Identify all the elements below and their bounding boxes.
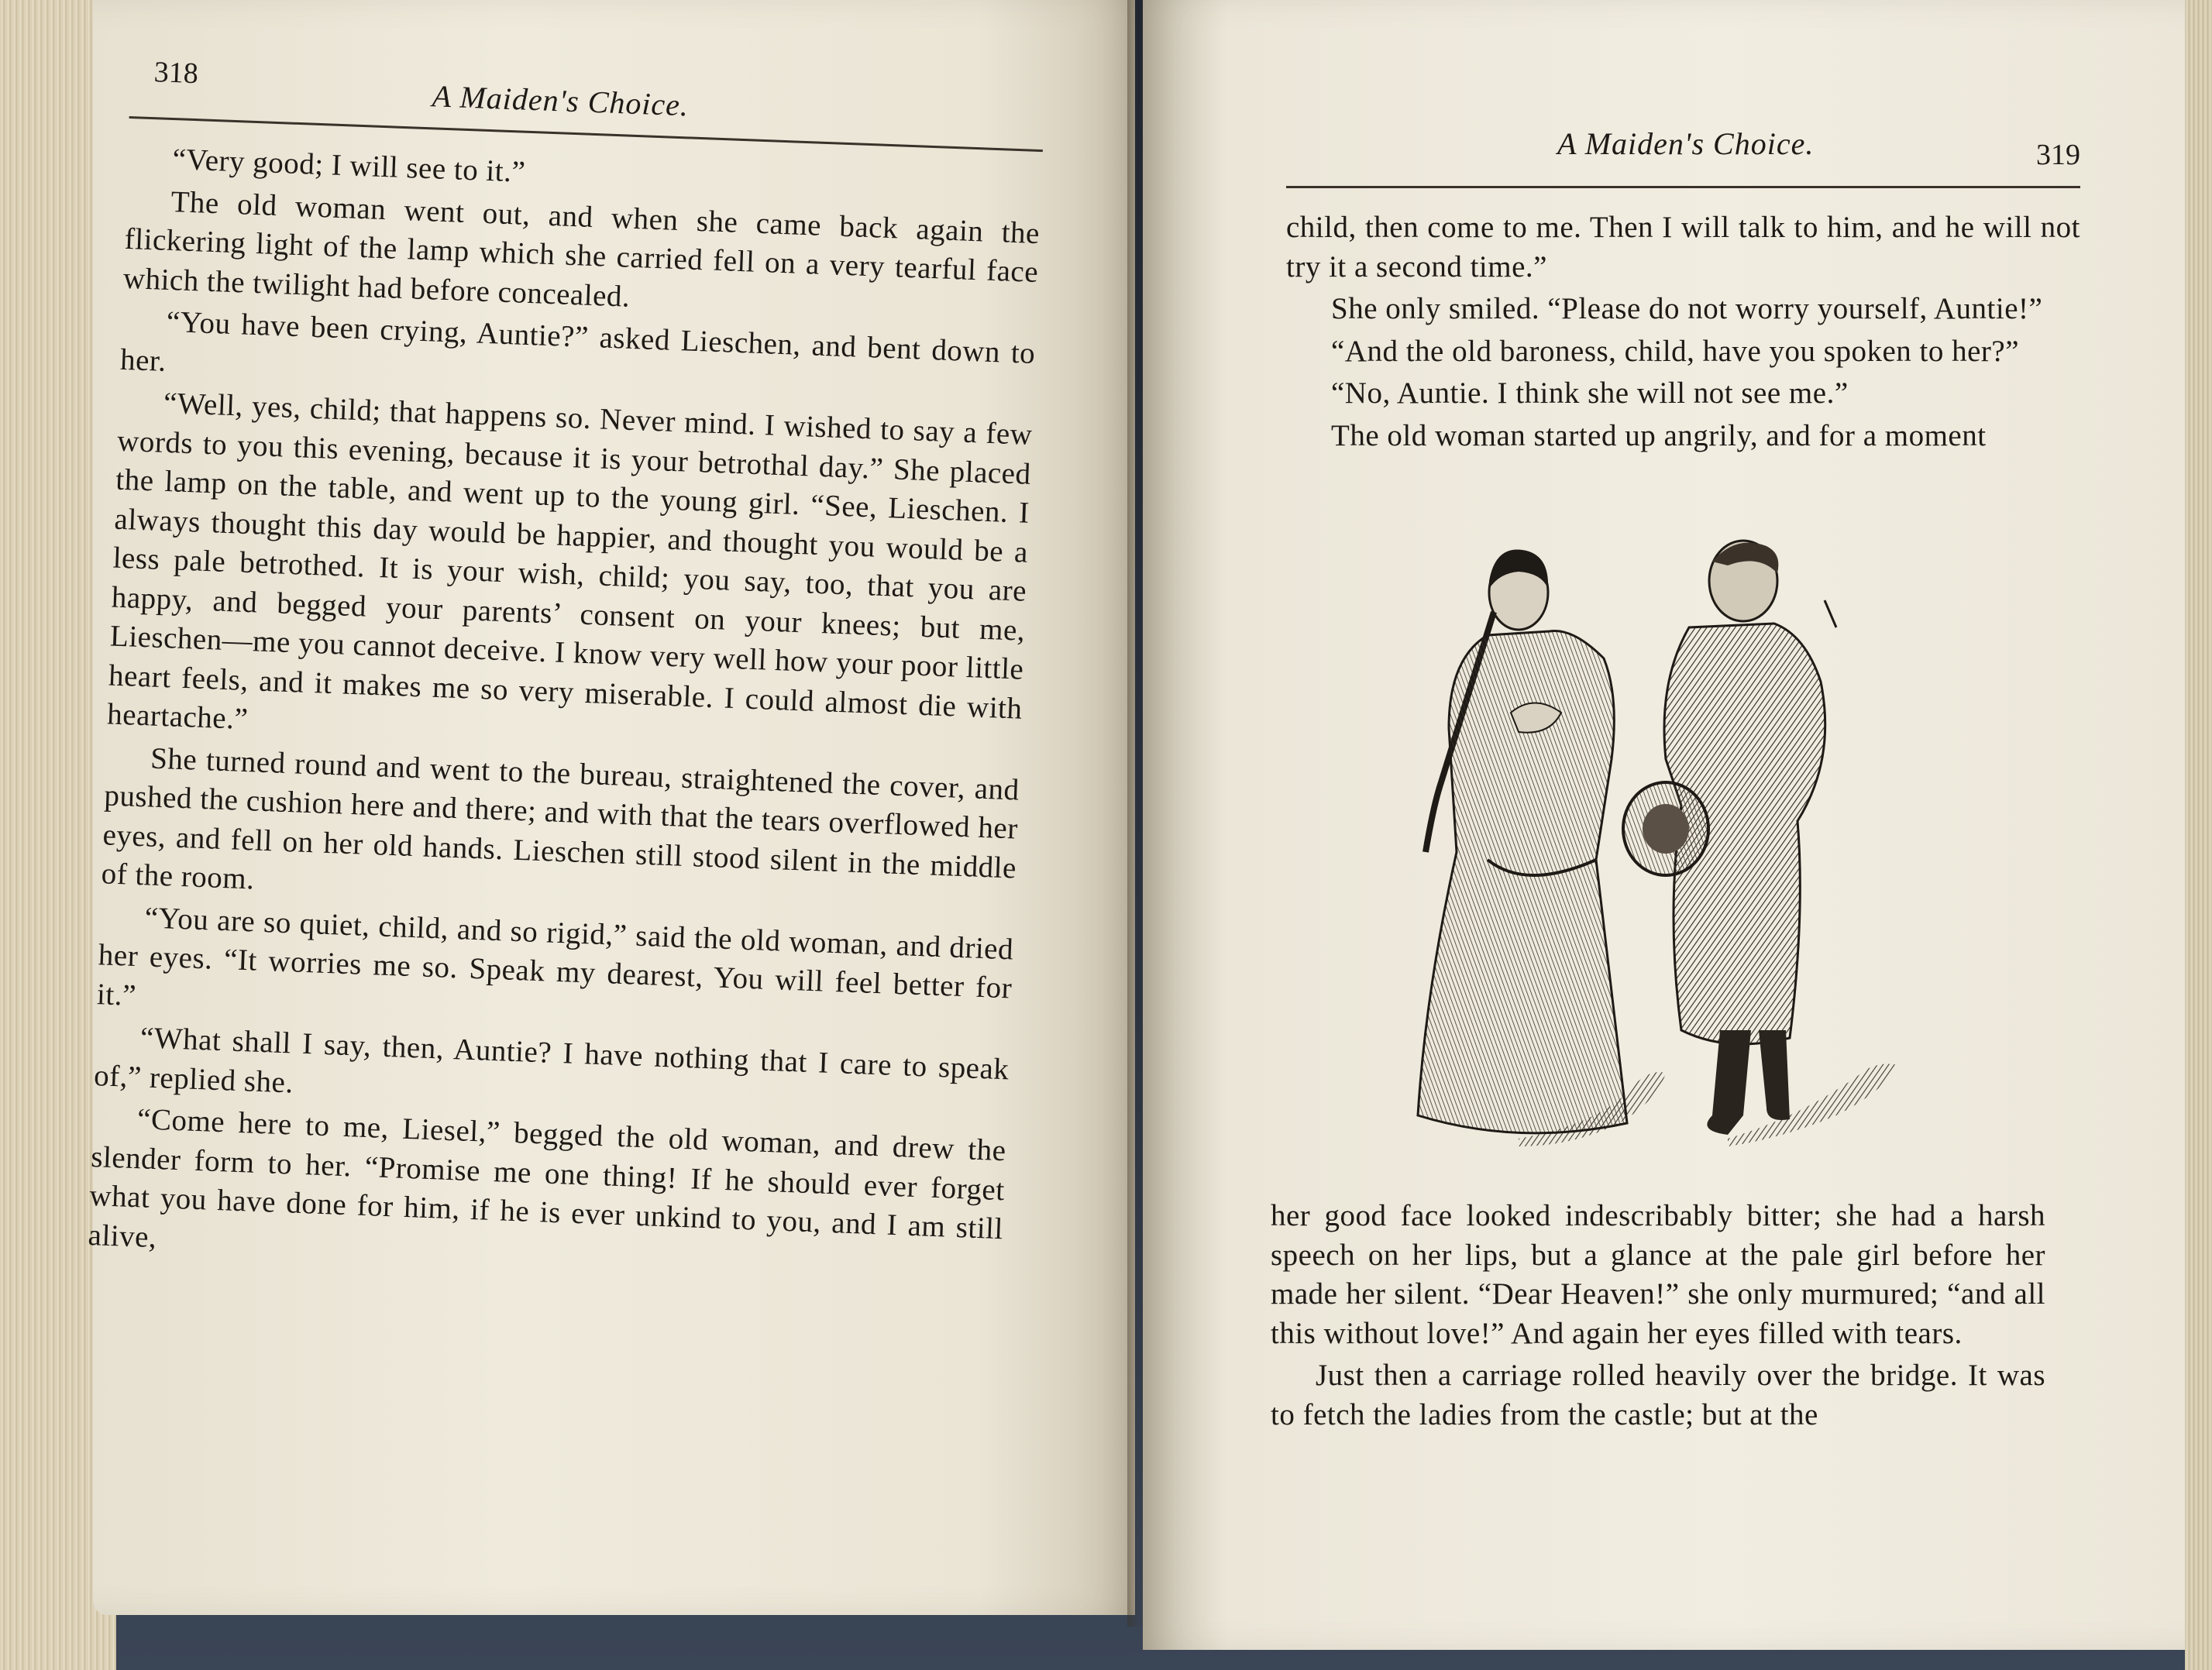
- page-number-left: 318: [153, 56, 199, 91]
- man-shadow: [1728, 1064, 1898, 1146]
- paragraph: “Come here to me, Liesel,” begged the old woman, and drew the slender form to her. “Promise me one thing! If he should ever forget what you have done for him, if he is ever unkind to you, and I am still alive,: [87, 1102, 1007, 1254]
- paragraph: child, then come to me. Then I will talk to him, and he will not try it a second time.”: [1286, 211, 2080, 283]
- woman-figure: [1418, 550, 1627, 1133]
- engraving-illustration: [1402, 527, 1945, 1170]
- paragraph: “What shall I say, then, Auntie? I have nothing that I care to speak of,” replied she.: [93, 1021, 1010, 1100]
- page-number-right: 319: [2036, 139, 2080, 171]
- paragraph: “Well, yes, child; that happens so. Never mind. I wished to say a few words to you this evening, because it is your betrothal day.” She placed the lamp on the table, and went up to the young girl. “See, Lieschen. I always thought this day would be happier, and thought you would be a less pale betrothed. It is your wish, child; you say, too, that you are happy, and begged your parents’ consent on your knees; but me, Lieschen—me you cannot deceive. I know very well how your poor little heart feels, and it makes me so very miserable. I could almost die with heartache.”: [106, 386, 1034, 737]
- paragraph: Just then a carriage rolled heavily over the bridge. It was to fetch the ladies from the castle; but at the: [1271, 1359, 2045, 1431]
- paragraph: “No, Auntie. I think she will not see me.”: [1331, 376, 1849, 410]
- paragraph: The old woman started up angrily, and for a moment: [1331, 418, 1987, 452]
- paragraph: “And the old baroness, child, have you spoken to her?”: [1331, 334, 2020, 368]
- running-title-left: A Maiden's Choice.: [432, 78, 690, 123]
- running-title-right: A Maiden's Choice.: [1557, 126, 1815, 161]
- paragraph: She turned round and went to the bureau, straightened the cover, and pushed the cushion here and there; and with that the tears overflowed her eyes, and fell on her old hands. Lieschen still stood silent in the middle of the room.: [101, 741, 1020, 896]
- paragraph: her good face looked indescribably bitter; she had a harsh speech on her lips, but a glance at the pale girl before her made her silent. “Dear Heaven!” she only murmured; “and all this without love!” And again her eyes filled with tears.: [1271, 1199, 2045, 1350]
- left-page-content: [88, 46, 1045, 1288]
- right-page-content: [1286, 116, 2080, 455]
- paragraph: “You have been crying, Auntie?” asked Lieschen, and bent down to her.: [119, 304, 1037, 378]
- right-page-bottom-content: [1271, 1197, 2045, 1435]
- paragraph: The old woman went out, and when she came back again the flickering light of the lamp which she carried fell on a very tearful face which the twilight had before concealed.: [122, 184, 1041, 314]
- paragraph: “Very good; I will see to it.”: [171, 143, 526, 189]
- page-edges-right: [2185, 0, 2212, 1670]
- man-figure: [1623, 541, 1836, 1135]
- paragraph: She only smiled. “Please do not worry yourself, Auntie!”: [1331, 292, 2043, 325]
- paragraph: “You are so quiet, child, and so rigid,” said the old woman, and dried her eyes. “It worries me so. Speak my dearest, You will feel better for it.”: [96, 900, 1014, 1012]
- right-running-head: [1286, 116, 2080, 188]
